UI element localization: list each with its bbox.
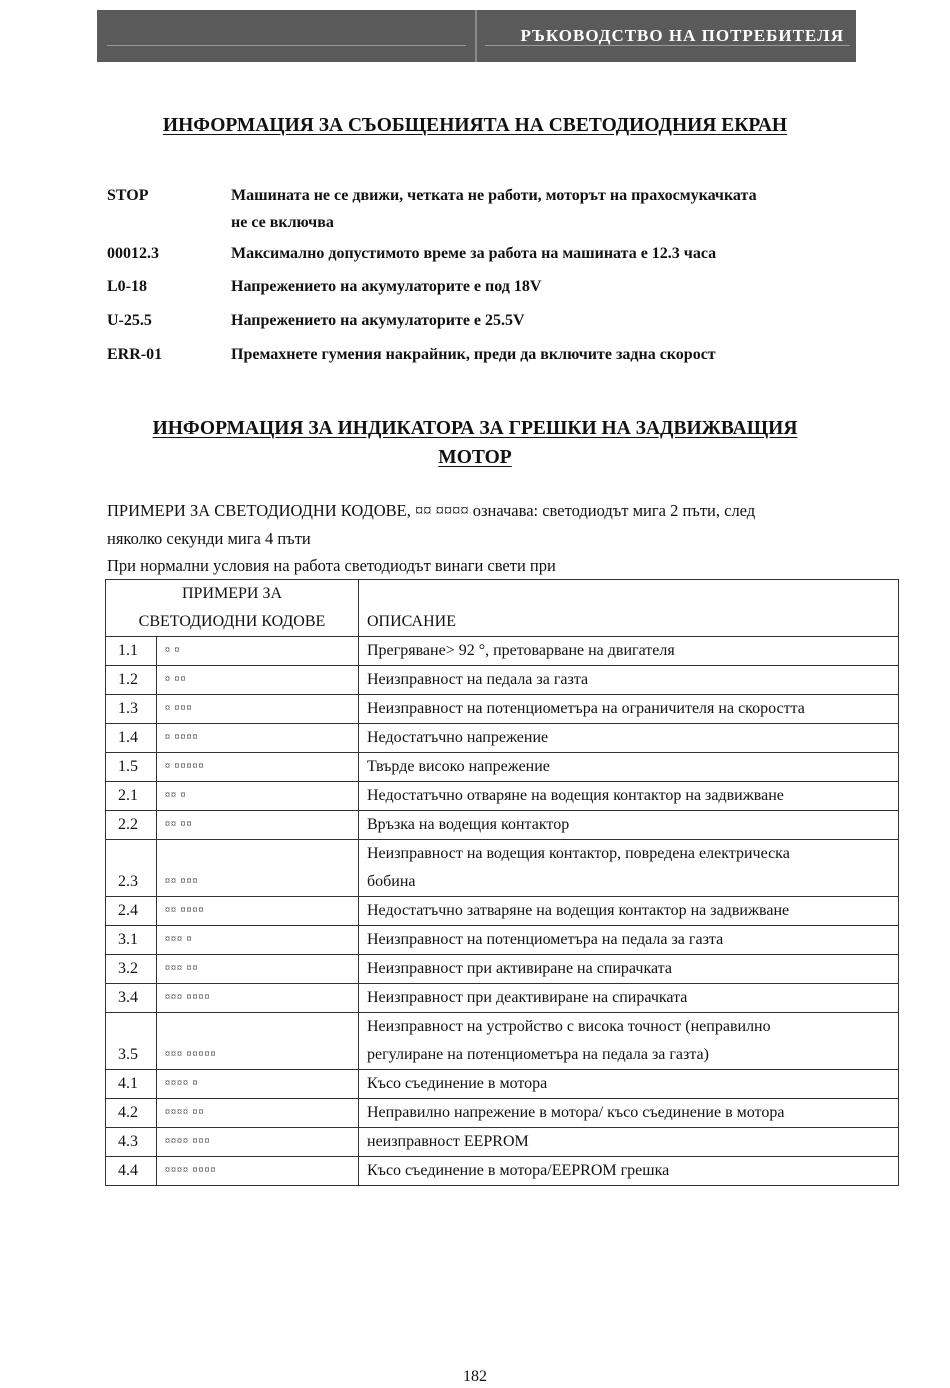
row-description (359, 926, 899, 955)
row-number: 4.3 (106, 1128, 157, 1157)
row-description (359, 724, 899, 753)
row-description (359, 666, 899, 695)
section1-title-text: ИНФОРМАЦИЯ ЗА СЪОБЩЕНИЯТА НА СВЕТОДИОДНИЯ ЕКРАН (162, 115, 788, 136)
table-row (106, 695, 899, 724)
row-description (359, 1013, 899, 1070)
row-number: 3.5 (106, 1013, 157, 1070)
row-description (359, 1099, 899, 1128)
header-title: РЪКОВОДСТВО НА ПОТРЕБИТЕЛЯ (520, 26, 844, 45)
row-description (359, 1157, 899, 1186)
message-desc: Максимално допустимото време за работа на машината е 12.3 часа (231, 245, 717, 262)
table-row (106, 724, 899, 753)
table-row (106, 840, 899, 897)
table-row (106, 1128, 899, 1157)
table-row (106, 1099, 899, 1128)
row-number: 4.1 (106, 1070, 157, 1099)
row-led-code: ¤¤¤¤ ¤¤¤ (157, 1128, 359, 1157)
table-row (106, 926, 899, 955)
message-desc (231, 182, 861, 236)
row-led-code: ¤¤¤¤ ¤¤ (157, 1099, 359, 1128)
row-number: 4.2 (106, 1099, 157, 1128)
row-led-code: ¤¤¤¤ ¤ (157, 1070, 359, 1099)
row-number: 2.3 (106, 840, 157, 897)
row-description-line: Прегряване> 92 °, претоварване на двигателя (367, 642, 675, 659)
table-row (106, 666, 899, 695)
row-description-line: Недостатъчно напрежение (367, 729, 549, 746)
row-description-line: Неизправност на устройство с висока точност (неправилно (367, 1018, 771, 1035)
row-led-code: ¤¤¤ ¤¤¤¤ (157, 984, 359, 1013)
message-code: L0-18 (107, 278, 147, 295)
row-number: 1.5 (106, 753, 157, 782)
row-number: 3.4 (106, 984, 157, 1013)
row-description-line: Неправилно напрежение в мотора/ късо съединение в мотора (367, 1104, 785, 1121)
row-number: 1.1 (106, 637, 157, 666)
table-header-led-line: ПРИМЕРИ ЗА (181, 585, 283, 602)
section2-title (0, 414, 950, 472)
intro-line: ПРИМЕРИ ЗА СВЕТОДИОДНИ КОДОВЕ, ¤¤ ¤¤¤¤ означава: светодиодът мига 2 пъти, след (107, 501, 756, 520)
table-row (106, 811, 899, 840)
row-description (359, 753, 899, 782)
row-description-line: Неизправност на потенциометъра на педала за газта (367, 931, 724, 948)
row-led-code: ¤ ¤ (157, 637, 359, 666)
row-description (359, 984, 899, 1013)
intro-line: няколко секунди мига 4 пъти (107, 529, 311, 548)
table-row (106, 955, 899, 984)
message-desc-line: не се включва (231, 214, 334, 231)
row-description (359, 1128, 899, 1157)
row-number: 3.2 (106, 955, 157, 984)
row-description (359, 637, 899, 666)
row-description (359, 955, 899, 984)
table-row (106, 984, 899, 1013)
table-row (106, 1070, 899, 1099)
row-led-code: ¤ ¤¤¤ (157, 695, 359, 724)
row-number: 1.4 (106, 724, 157, 753)
page-number: 182 (463, 1368, 487, 1385)
table-row (106, 897, 899, 926)
row-description-line: регулиране на потенциометъра на педала за газта) (367, 1046, 709, 1063)
table-row (106, 753, 899, 782)
section2-title-line1: ИНФОРМАЦИЯ ЗА ИНДИКАТОРА ЗА ГРЕШКИ НА ЗАДВИЖВАЩИЯ (152, 418, 798, 439)
intro-paragraph (107, 497, 877, 553)
message-desc-line: Машината не се движи, четката не работи, моторът на прахосмукачката (231, 187, 757, 204)
row-led-code: ¤ ¤¤ (157, 666, 359, 695)
row-number: 1.3 (106, 695, 157, 724)
row-number: 4.4 (106, 1157, 157, 1186)
row-number: 2.2 (106, 811, 157, 840)
header-rule-left (107, 45, 466, 46)
row-led-code: ¤¤¤ ¤¤¤¤¤ (157, 1013, 359, 1070)
row-led-code: ¤¤¤¤ ¤¤¤¤ (157, 1157, 359, 1186)
row-led-code: ¤¤ ¤¤¤ (157, 840, 359, 897)
table-row (106, 637, 899, 666)
message-code: ERR-01 (107, 346, 163, 363)
row-description-line: Неизправност на водещия контактор, повредена електрическа (367, 845, 790, 862)
message-desc: Напрежението на акумулаторите е под 18V (231, 278, 542, 295)
row-description (359, 897, 899, 926)
table-row (106, 782, 899, 811)
table-row (106, 1013, 899, 1070)
page-header-bar (97, 10, 856, 62)
message-code: STOP (107, 187, 149, 204)
row-led-code: ¤¤ ¤¤ (157, 811, 359, 840)
row-description-line: Неизправност при активиране на спирачката (367, 960, 672, 977)
row-description-line: неизправност EEPROM (367, 1133, 529, 1150)
table-header-led-line: СВЕТОДИОДНИ КОДОВЕ (138, 613, 326, 630)
row-description-line: Неизправност на педала за газта (367, 671, 589, 688)
row-description (359, 1070, 899, 1099)
row-description (359, 782, 899, 811)
message-code: 00012.3 (107, 245, 159, 262)
row-description-line: бобина (367, 873, 416, 890)
row-led-code: ¤¤ ¤¤¤¤ (157, 897, 359, 926)
row-description (359, 695, 899, 724)
row-led-code: ¤¤¤ ¤¤ (157, 955, 359, 984)
row-number: 2.4 (106, 897, 157, 926)
row-description-line: Неизправност на потенциометъра на ограничителя на скоростта (367, 700, 805, 717)
row-led-code: ¤ ¤¤¤¤ (157, 724, 359, 753)
row-number: 3.1 (106, 926, 157, 955)
led-codes-table (105, 579, 899, 1186)
table-header-description: ОПИСАНИЕ (359, 580, 899, 637)
table-row (106, 1157, 899, 1186)
message-desc: Премахнете гумения накрайник, преди да включите задна скорост (231, 346, 716, 363)
section1-title (0, 115, 950, 137)
row-number: 2.1 (106, 782, 157, 811)
row-description (359, 811, 899, 840)
row-led-code: ¤¤ ¤ (157, 782, 359, 811)
message-code: U-25.5 (107, 312, 152, 329)
row-led-code: ¤¤¤ ¤ (157, 926, 359, 955)
intro-note: При нормални условия на работа светодиодът винаги свети при (107, 556, 556, 575)
row-number: 1.2 (106, 666, 157, 695)
table-header-row (106, 580, 899, 637)
message-desc: Напрежението на акумулаторите е 25.5V (231, 312, 525, 329)
table-header-led-codes (106, 580, 359, 637)
row-description-line: Връзка на водещия контактор (367, 816, 570, 833)
section2-title-line2: МОТОР (438, 447, 512, 468)
row-led-code: ¤ ¤¤¤¤¤ (157, 753, 359, 782)
header-divider (475, 10, 477, 62)
row-description (359, 840, 899, 897)
row-description-line: Недостатъчно отваряне на водещия контактор на задвижване (367, 787, 784, 804)
row-description-line: Недостатъчно затваряне на водещия контактор на задвижване (367, 902, 790, 919)
row-description-line: Късо съединение в мотора/EEPROM грешка (367, 1162, 670, 1179)
row-description-line: Късо съединение в мотора (367, 1075, 548, 1092)
row-description-line: Твърде високо напрежение (367, 758, 550, 775)
row-description-line: Неизправност при деактивиране на спирачката (367, 989, 688, 1006)
